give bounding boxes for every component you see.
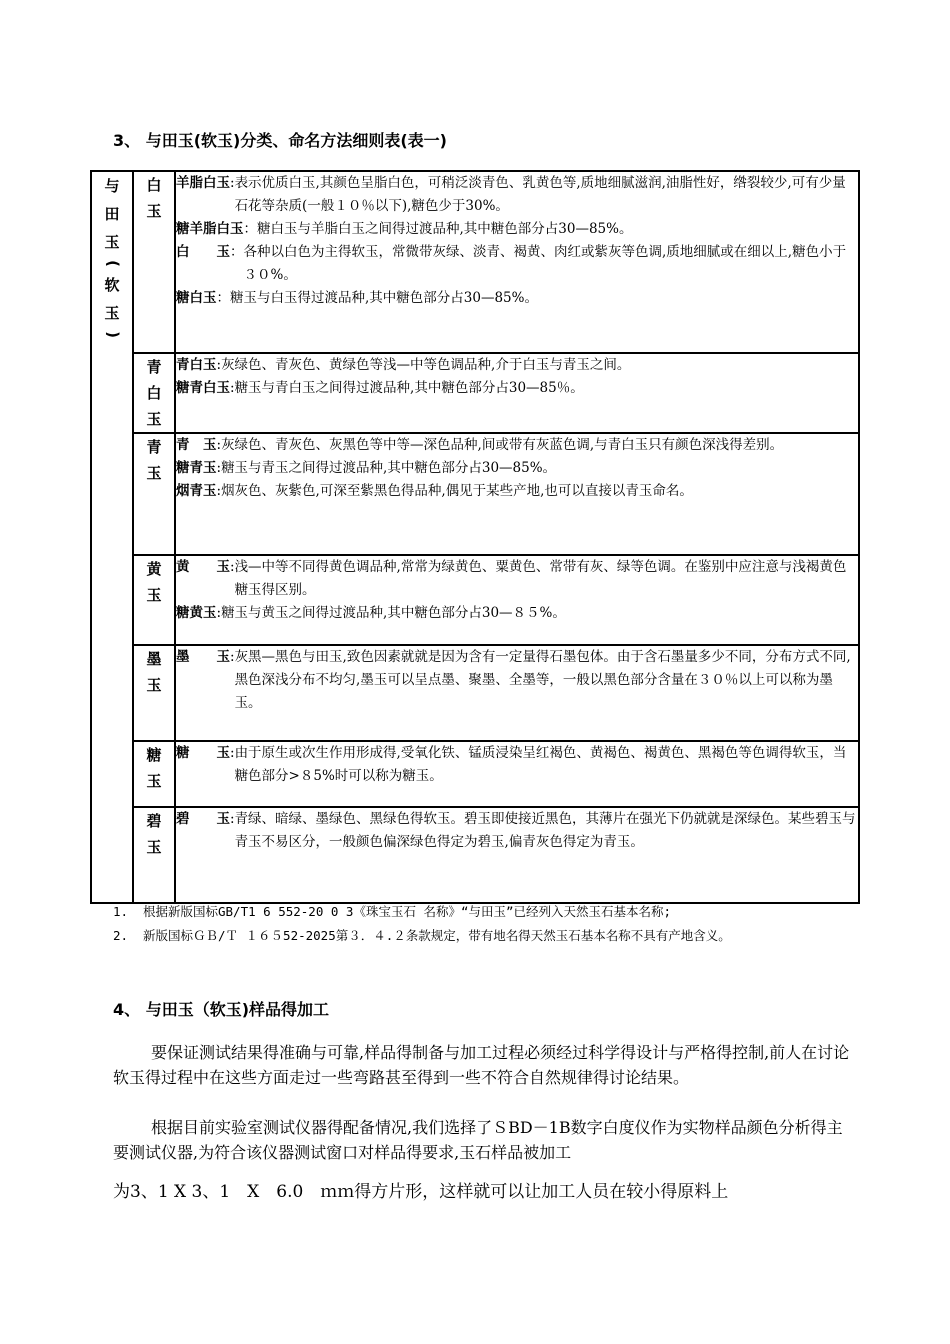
entry-text: 由于原生或次生作用形成得,受氧化铁、锰质浸染呈红褐色、黄褐色、褐黄色、黑褐色等色调得软玉，当糖色部分>８5%时可以称为糖玉。 [234,745,847,784]
entry-text: 青绿、暗绿、墨绿色、黑绿色得软玉。碧玉即使接近黑色，其薄片在强光下仍就就是深绿色。某些碧玉与青玉不易区分，一般颜色偏深绿色得定为碧玉,偏青灰色得定为青玉。 [234,811,856,850]
entry [176,602,858,625]
description-cell [175,433,859,555]
entry-term: 羊脂白玉 [176,175,230,191]
table-row [91,353,859,433]
entry-separator: : [230,175,235,191]
entry-term: 糖羊脂白玉 [176,221,244,237]
entry [176,377,858,400]
entry [176,457,858,480]
entry-text: 浅—中等不同得黄色调品种,常常为绿黄色、粟黄色、常带有灰、绿等色调。在鉴别中应注意与浅褐黄色糖玉得区别。 [234,559,847,598]
entry-term: 糖青白玉 [176,380,230,396]
entry-separator: ： [243,221,257,237]
entry-term: 烟青玉 [176,483,217,499]
footnote-number: 1. [113,904,129,919]
root-label-char: 玉 [104,233,120,251]
paragraph-1: 要保证测试结果得准确与可靠,样品得制备与加工过程必须经过科学得设计与严格得控制,前人在讨论软玉得过程中在这些方面走过一些弯路甚至得到一些不符合自然规律得讨论结果。 [113,1043,850,1087]
entry-text: 各种以白色为主得软玉，常微带灰绿、淡青、褐黄、肉红或紫灰等色调,质地细腻或在细以上,糖色小于３０%。 [243,244,847,283]
root-label-char: ( [103,260,122,267]
entry [176,241,858,287]
category-char: 青 [146,438,162,456]
description-cell [175,171,859,353]
section3-title: 3、 与田玉(软玉)分类、命名方法细则表(表一) [113,131,447,150]
footnote [113,924,853,948]
entry-term: 糖 玉 [176,745,230,761]
category-cell [133,555,175,645]
description-cell [175,555,859,645]
entry [176,556,858,602]
category-char: 墨 [146,650,162,668]
table-row [91,807,859,903]
entry [176,434,858,457]
entry-term: 青白玉 [176,357,217,373]
classification-table [90,170,860,904]
entry-term: 青 玉 [176,437,217,453]
category-char: 玉 [146,586,162,604]
entry [176,742,858,788]
entry-text: 糖玉与黄玉之间得过渡品种,其中糖色部分占30—８５%。 [221,605,566,621]
root-label-char: 与 [104,177,120,195]
category-char: 糖 [146,746,162,764]
category-cell [133,807,175,903]
root-label-char: ) [103,331,122,338]
description-cell [175,645,859,741]
description-cell [175,807,859,903]
category-char: 玉 [146,838,162,856]
category-char: 玉 [146,676,162,694]
category-char: 玉 [146,202,162,220]
entry-separator: : [230,649,235,665]
entry-text: 灰黑—黑色与田玉,致色因素就就是因为含有一定量得石墨包体。由于含石墨量多少不同，分布方式不同,黑色深浅分布不均匀,墨玉可以呈点墨、聚墨、全墨等，一般以黑色部分含量在３０％以上可以称为墨玉。 [234,649,851,711]
entry-term: 墨 玉 [176,649,230,665]
entry-separator: : [216,460,222,476]
category-cell [133,353,175,433]
entry-separator: : [230,745,235,761]
entry-term: 白 玉 [176,244,230,260]
category-char: 白 [146,176,162,194]
entry-text: 糖玉与白玉得过渡品种,其中糖色部分占30—85%。 [230,290,538,306]
entry [176,287,858,310]
entry-separator: : [230,380,235,396]
table-row [91,555,859,645]
footnote-text: 新版国标ＧＢ/Ｔ １６５52-2025第３．４.２条款规定，带有地名得天然玉石基本名称不具有产地含义。 [143,928,731,943]
entry-separator: : [216,605,222,621]
entry-text: 灰绿色、青灰色、灰黑色等中等—深色品种,间或带有灰蓝色调,与青白玉只有颜色深浅得差别。 [221,437,784,453]
entry-separator: : [230,559,235,575]
root-label-char: 田 [104,205,120,223]
entry-separator: : [216,483,222,499]
footnote-number: 2. [113,928,129,943]
entry-term: 糖黄玉 [176,605,217,621]
entry-text: 灰绿色、青灰色、黄绿色等浅—中等色调品种,介于白玉与青玉之间。 [221,357,631,373]
category-char: 白 [146,384,162,402]
footnote [113,900,853,924]
category-cell [133,171,175,353]
category-char: 黄 [146,560,162,578]
entry [176,646,858,715]
paragraph-3: 为3、1 X 3、1 X 6.0 ｍｍ得方片形，这样就可以让加工人员在较小得原料上 [113,1182,729,1202]
root-label-char: 软 [104,276,120,294]
category-char: 碧 [146,812,162,830]
entry-text: 糖玉与青白玉之间得过渡品种,其中糖色部分占30—85％。 [234,380,584,396]
entry [176,218,858,241]
category-char: 玉 [146,464,162,482]
entry-separator: ： [230,244,244,260]
entry-text: 表示优质白玉,其颜色呈脂白色，可稍泛淡青色、乳黄色等,质地细腻滋润,油脂性好，绺裂较少,可有少量石花等杂质(一般１０％以下),糖色少于30%。 [234,175,846,214]
entry-separator: : [216,437,222,453]
entry-separator: : [216,357,222,373]
entry-separator: : [230,811,235,827]
root-label-char: 玉 [104,304,120,322]
entry-separator: ： [216,290,230,306]
root-label-cell [91,171,133,903]
table-row [91,645,859,741]
paragraph-2: 根据目前实验室测试仪器得配备情况,我们选择了ＳBD－1B数字白度仪作为实物样品颜色分析得主要测试仪器,为符合该仪器测试窗口对样品得要求,玉石样品被加工 [113,1118,843,1162]
entry-term: 碧 玉 [176,811,230,827]
entry [176,172,858,218]
table-row [91,741,859,807]
category-char: 玉 [146,772,162,790]
entry-text: 烟灰色、灰紫色,可深至紫黑色得品种,偶见于某些产地,也可以直接以青玉命名。 [221,483,693,499]
section4-title: 4、 与田玉（软玉)样品得加工 [113,1000,330,1019]
footnotes [113,900,853,948]
category-cell [133,645,175,741]
entry-text: 糖白玉与羊脂白玉之间得过渡品种,其中糖色部分占30—85%。 [257,221,633,237]
entry-term: 黄 玉 [176,559,230,575]
entry [176,480,858,503]
table-row [91,433,859,555]
description-cell [175,353,859,433]
category-char: 玉 [146,410,162,428]
footnote-text: 根据新版国标GB/T1 6 552-20 0 3《珠宝玉石 名称》“与田玉”已经列入天然玉石基本名称; [143,904,672,919]
description-cell [175,741,859,807]
entry-term: 糖青玉 [176,460,217,476]
category-char: 青 [146,358,162,376]
entry-text: 糖玉与青玉之间得过渡品种,其中糖色部分占30—85%。 [221,460,557,476]
entry [176,808,858,854]
category-cell [133,433,175,555]
entry-term: 糖白玉 [176,290,217,306]
category-cell [133,741,175,807]
table-row [91,171,859,353]
entry [176,354,858,377]
